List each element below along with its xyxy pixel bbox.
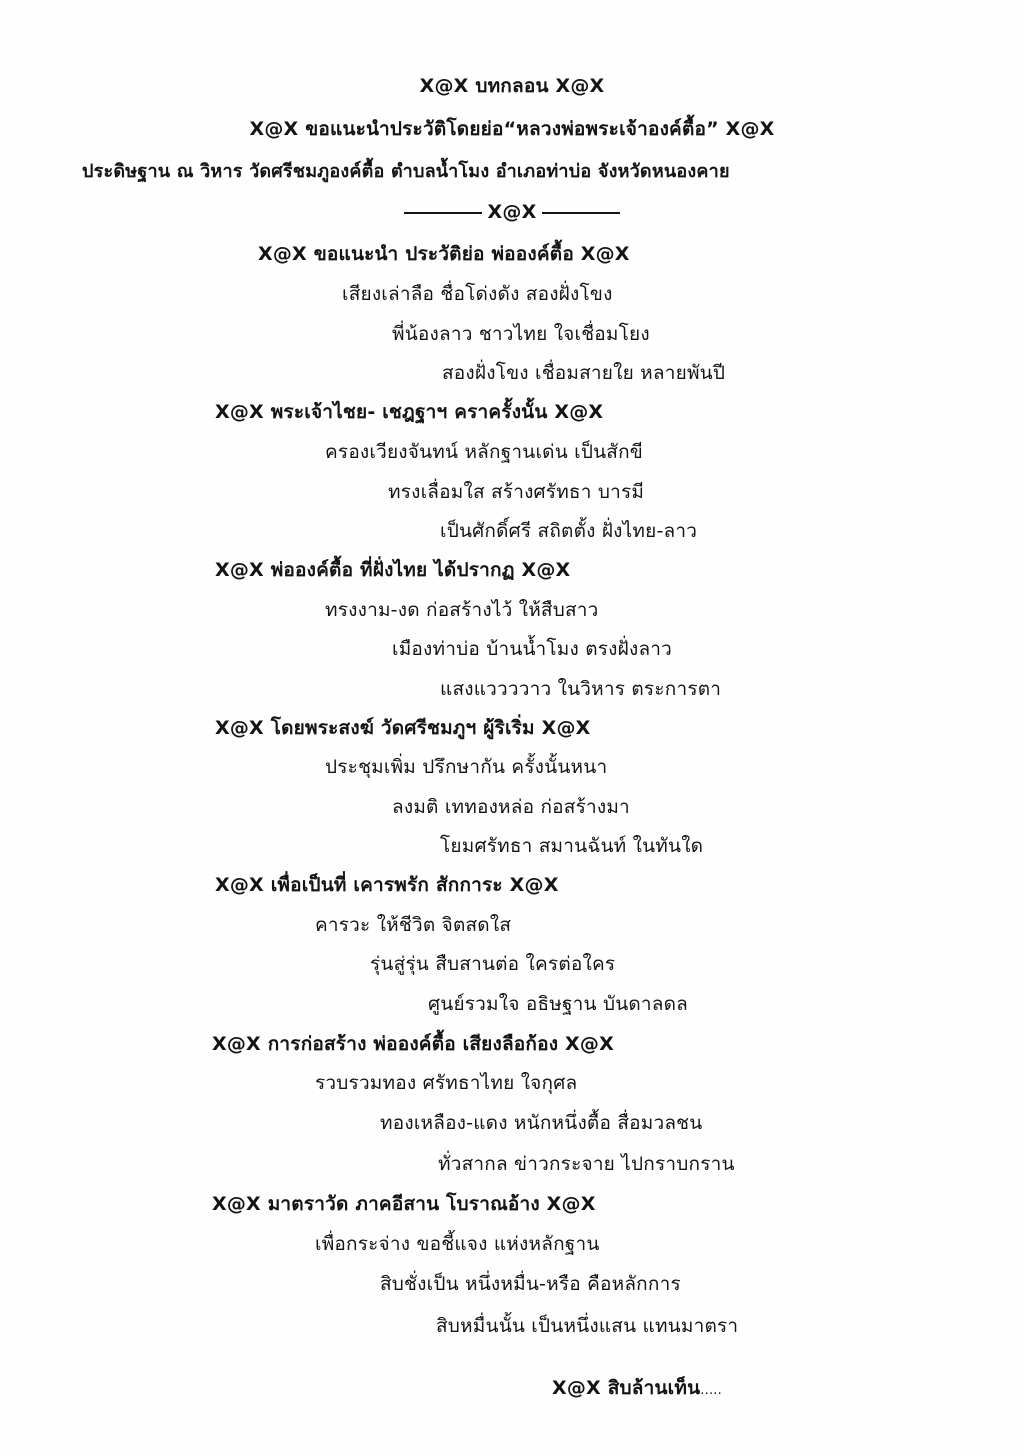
stanza-heading: X@X เพื่อเป็นที่ เคารพรัก สักการะ X@X: [215, 874, 559, 896]
footer-line: [552, 1374, 722, 1405]
verse-line: ศูนย์รวมใจ อธิษฐาน บันดาลดล: [428, 993, 689, 1015]
verse-line: สิบหมื่นนั้น เป็นหนึ่งแสน แทนมาตรา: [436, 1315, 739, 1337]
stanza-heading: X@X โดยพระสงฆ์ วัดศรีชมภูฯ ผู้ริเริ่ม X@X: [215, 717, 591, 739]
divider-rule-right: [542, 212, 620, 214]
verse-line: รวบรวมทอง ศรัทธาไทย ใจกุศล: [315, 1072, 578, 1094]
stanza-heading: X@X พระเจ้าไชย- เชฎฐาฯ คราครั้งนั้น X@X: [215, 401, 604, 423]
divider: [0, 198, 1024, 226]
verse-line: เป็นศักดิ์ศรี สถิตตั้ง ฝั่งไทย-ลาว: [440, 520, 698, 542]
stanza-heading: X@X พ่อองค์ตื้อ ที่ฝั่งไทย ได้ปรากฏ X@X: [215, 559, 571, 581]
footer-trail: .....: [700, 1383, 722, 1398]
verse-line: เสียงเล่าลือ ชื่อโด่งดัง สองฝั่งโขง: [342, 283, 613, 305]
divider-rule-left: [404, 212, 482, 214]
verse-line: รุ่นสู่รุ่น สืบสานต่อ ใครต่อใคร: [370, 953, 616, 975]
verse-line: ครองเวียงจันทน์ หลักฐานเด่น เป็นสักขี: [325, 441, 643, 463]
verse-line: ทองเหลือง-แดง หนักหนึ่งตื้อ สื่อมวลชน: [380, 1112, 703, 1134]
stanza-heading: X@X การก่อสร้าง พ่อองค์ตื้อ เสียงลือก้อง X@X: [212, 1033, 614, 1055]
verse-line: สิบชั่งเป็น หนึ่งหมื่น-หรือ คือหลักการ: [380, 1273, 681, 1295]
stanza-heading: X@X ขอแนะนำ ประวัติย่อ พ่อองค์ตื้อ X@X: [258, 243, 630, 265]
footer-text: X@X สิบล้านเท็น: [552, 1377, 701, 1399]
verse-line: ทั่วสากล ข่าวกระจาย ไปกราบกราน: [438, 1153, 735, 1175]
verse-line: โยมศรัทธา สมานฉันท์ ในทันใด: [440, 835, 704, 857]
verse-line: คารวะ ให้ชีวิต จิตสดใส: [315, 914, 512, 936]
stanza-heading: X@X มาตราวัด ภาคอีสาน โบราณอ้าง X@X: [212, 1193, 596, 1215]
location-line: ประดิษฐาน ณ วิหาร วัดศรีชมภูองค์ตื้อ ตำบลน้ำโมง อำเภอท่าบ่อ จังหวัดหนองคาย: [82, 161, 730, 182]
poem-subtitle: X@X ขอแนะนำประวัติโดยย่อ“หลวงพ่อพระเจ้าองค์ตื้อ” X@X: [249, 118, 775, 140]
verse-line: ทรงเลื่อมใส สร้างศรัทธา บารมี: [388, 481, 645, 503]
verse-line: สองฝั่งโขง เชื่อมสายใย หลายพันปี: [442, 362, 726, 384]
verse-line: ลงมติ เททองหล่อ ก่อสร้างมา: [392, 796, 630, 818]
verse-line: พี่น้องลาว ชาวไทย ใจเชื่อมโยง: [392, 323, 650, 345]
verse-line: เมืองท่าบ่อ บ้านน้ำโมง ตรงฝั่งลาว: [392, 638, 673, 660]
verse-line: เพื่อกระจ่าง ขอชี้แจง แห่งหลักฐาน: [315, 1233, 600, 1255]
verse-line: ทรงงาม-งด ก่อสร้างไว้ ให้สืบสาว: [325, 599, 599, 621]
poem-title: X@X บทกลอน X@X: [419, 75, 605, 97]
divider-text: X@X: [487, 201, 537, 223]
verse-line: ประชุมเพิ่ม ปรึกษากัน ครั้งนั้นหนา: [325, 756, 608, 778]
verse-line: แสงแววววาว ในวิหาร ตระการตา: [440, 678, 722, 700]
